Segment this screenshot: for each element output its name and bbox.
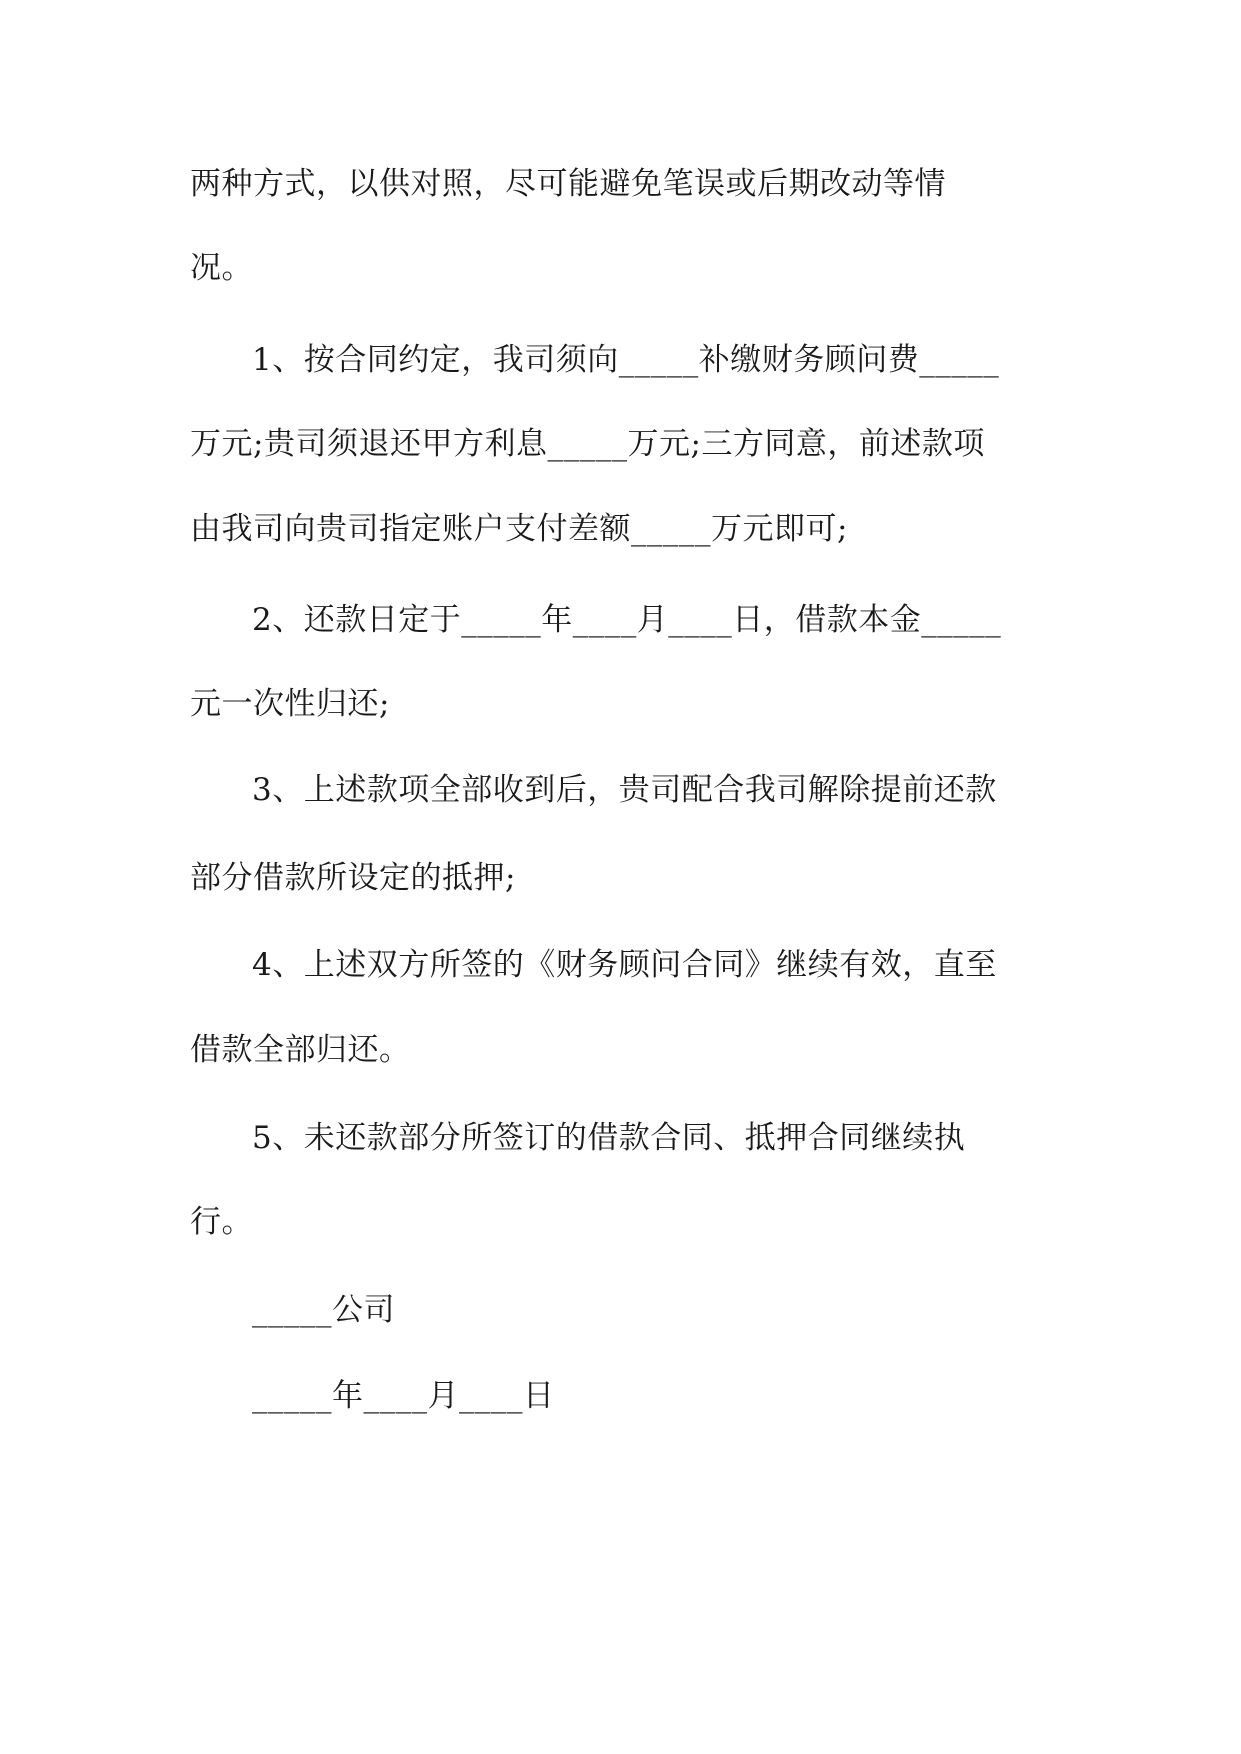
text-line: 部分借款所设定的抵押; [190,860,516,896]
text-line: 万元;贵司须退还甲方利息_____万元;三方同意，前述款项 [190,426,985,462]
text-line: 借款全部归还。 [190,1032,411,1068]
clause-1-line: 1、按合同约定，我司须向_____补缴财务顾问费_____ [252,342,1000,378]
text-line: 由我司向贵司指定账户支付差额_____万元即可; [190,511,848,547]
clause-3-line: 3、上述款项全部收到后，贵司配合我司解除提前还款 [252,772,997,808]
text-line: 况。 [190,250,253,286]
clause-4-line: 4、上述双方所签的《财务顾问合同》继续有效，直至 [252,947,997,983]
signature-company-line: _____公司 [252,1292,395,1328]
clause-2-line: 2、还款日定于_____年____月____日，借款本金_____ [252,602,1002,638]
text-line: 两种方式，以供对照，尽可能避免笔误或后期改动等情 [190,166,946,202]
text-line: 元一次性归还; [190,686,390,722]
clause-5-line: 5、未还款部分所签订的借款合同、抵押合同继续执 [252,1120,966,1156]
signature-date-line: _____年____月____日 [252,1378,555,1414]
text-line: 行。 [190,1204,253,1240]
